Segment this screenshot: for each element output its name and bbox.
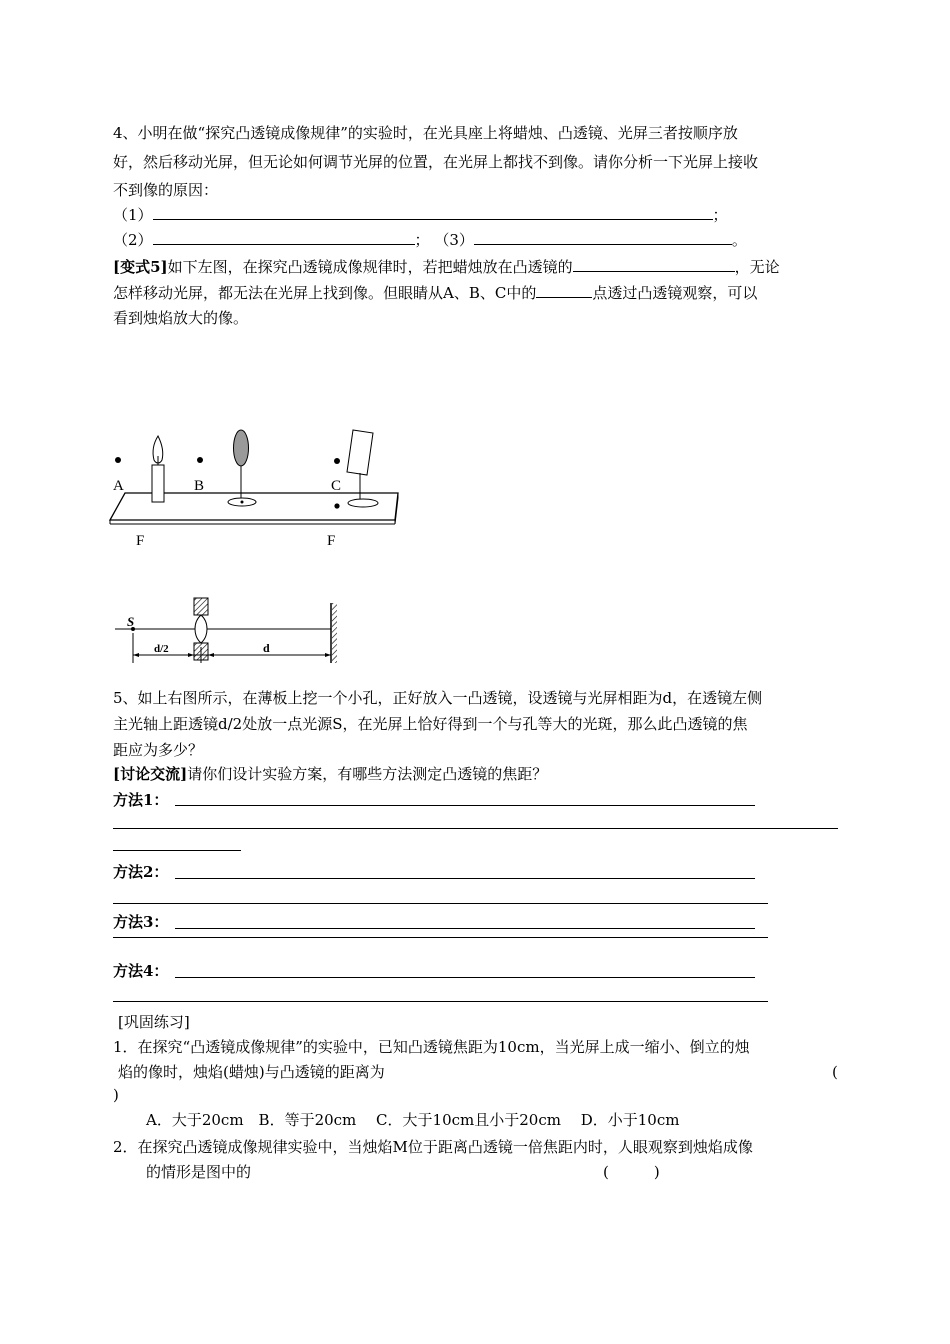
q5-line-1: 5、如上右图所示，在薄板上挖一个小孔，正好放入一凸透镜，设透镜与光屏相距为d，在透镜左侧 <box>113 689 763 707</box>
method-3-label: 方法3： <box>113 913 169 931</box>
practice-q1-line-2: 焰的像时，烛焰(蜡烛)与凸透镜的距离为 <box>118 1063 385 1081</box>
label-b: B <box>194 478 205 494</box>
method-2-blank[interactable] <box>175 878 755 879</box>
practice-q1-paren-open: ( <box>832 1063 838 1081</box>
method-1-label: 方法1： <box>113 791 169 809</box>
practice-q2-paren: ( ) <box>603 1163 660 1181</box>
practice-q1-paren-close: ) <box>113 1086 119 1104</box>
answer-index-3: （3） <box>434 231 474 249</box>
semicolon: ； <box>414 231 430 249</box>
v5-line-3: 看到烛焰放大的像。 <box>113 309 249 327</box>
label-c: C <box>331 478 342 494</box>
discuss-text: 请你们设计实验方案，有哪些方法测定凸透镜的焦距？ <box>187 765 548 783</box>
focal-mark <box>334 503 339 508</box>
discuss-line <box>113 764 547 784</box>
q4-answer-1 <box>113 204 728 225</box>
candle <box>152 465 164 502</box>
answer-blank-2[interactable] <box>153 229 415 245</box>
v5-text-2b: 点透过凸透镜观察，可以 <box>592 284 758 302</box>
board-top <box>194 598 208 615</box>
method-4-blank-2[interactable] <box>113 1001 768 1002</box>
q4-line-3: 不到像的原因： <box>113 181 219 199</box>
method-3-blank-2[interactable] <box>113 937 768 938</box>
light-screen <box>347 430 373 475</box>
method-4-label: 方法4： <box>113 962 169 980</box>
q5-line-3: 距应为多少？ <box>113 741 204 759</box>
answer-blank-1[interactable] <box>153 204 713 220</box>
point-c <box>334 458 340 464</box>
answer-index-2: （2） <box>113 231 153 249</box>
discuss-tag: [讨论交流] <box>113 765 188 783</box>
practice-header: [巩固练习] <box>118 1013 190 1031</box>
method-1-blank-3[interactable] <box>113 850 241 851</box>
v5-blank-2[interactable] <box>536 282 592 298</box>
method-4-blank[interactable] <box>175 977 755 978</box>
optical-bench-figure <box>105 420 410 555</box>
label-d: d <box>263 641 270 655</box>
v5-blank-1[interactable] <box>573 256 735 272</box>
method-1-blank-2[interactable] <box>113 828 838 829</box>
practice-q2-line-2: 的情形是图中的 <box>146 1163 252 1181</box>
label-f-left: F <box>136 533 145 549</box>
v5-text-1b: ，无论 <box>734 258 780 276</box>
period: 。 <box>731 231 747 249</box>
v5-line-1 <box>113 256 780 277</box>
q5-line-2: 主光轴上距透镜d/2处放一点光源S，在光屏上恰好得到一个与孔等大的光斑，那么此凸透镜的焦 <box>113 715 748 733</box>
convex-lens <box>195 615 207 643</box>
point-b <box>197 457 203 463</box>
v5-text-2a: 怎样移动光屏，都无法在光屏上找到像。但眼睛从A、B、C中的 <box>113 284 537 302</box>
label-d-half: d/2 <box>154 643 169 655</box>
semicolon: ； <box>712 206 728 224</box>
method-3-blank[interactable] <box>175 928 755 929</box>
v5-line-2 <box>113 282 757 303</box>
method-2-blank-2[interactable] <box>113 903 768 904</box>
q4-answer-2-3 <box>113 229 747 250</box>
label-a: A <box>113 478 124 494</box>
practice-q1-line-1: 1．在探究“凸透镜成像规律”的实验中，已知凸透镜焦距为10cm，当光屏上成一缩小、倒立的烛 <box>113 1038 750 1056</box>
q4-line-1: 4、小明在做“探究凸透镜成像规律”的实验时，在光具座上将蜡烛、凸透镜、光屏三者按顺序放 <box>113 124 738 142</box>
v5-tag: [变式5] <box>113 258 168 276</box>
lens-hole-figure <box>105 593 350 668</box>
practice-q2-line-1: 2．在探究凸透镜成像规律实验中，当烛焰M位于距离凸透镜一倍焦距内时，人眼观察到烛焰成像 <box>113 1138 753 1156</box>
practice-q1-options: A．大于20cm B．等于20cm C．大于10cm且小于20cm D．小于10cm <box>146 1111 680 1129</box>
label-s: S <box>127 614 135 629</box>
point-a <box>115 457 121 463</box>
answer-index-1: （1） <box>113 206 153 224</box>
method-2-label: 方法2： <box>113 863 169 881</box>
lens <box>234 430 249 466</box>
q4-line-2: 好，然后移动光屏，但无论如何调节光屏的位置，在光屏上都找不到像。请你分析一下光屏上接收 <box>113 153 759 171</box>
label-f-right: F <box>327 533 336 549</box>
method-1-blank[interactable] <box>175 805 755 806</box>
v5-text-1a: 如下左图，在探究凸透镜成像规律时，若把蜡烛放在凸透镜的 <box>167 258 573 276</box>
answer-blank-3[interactable] <box>474 229 732 245</box>
